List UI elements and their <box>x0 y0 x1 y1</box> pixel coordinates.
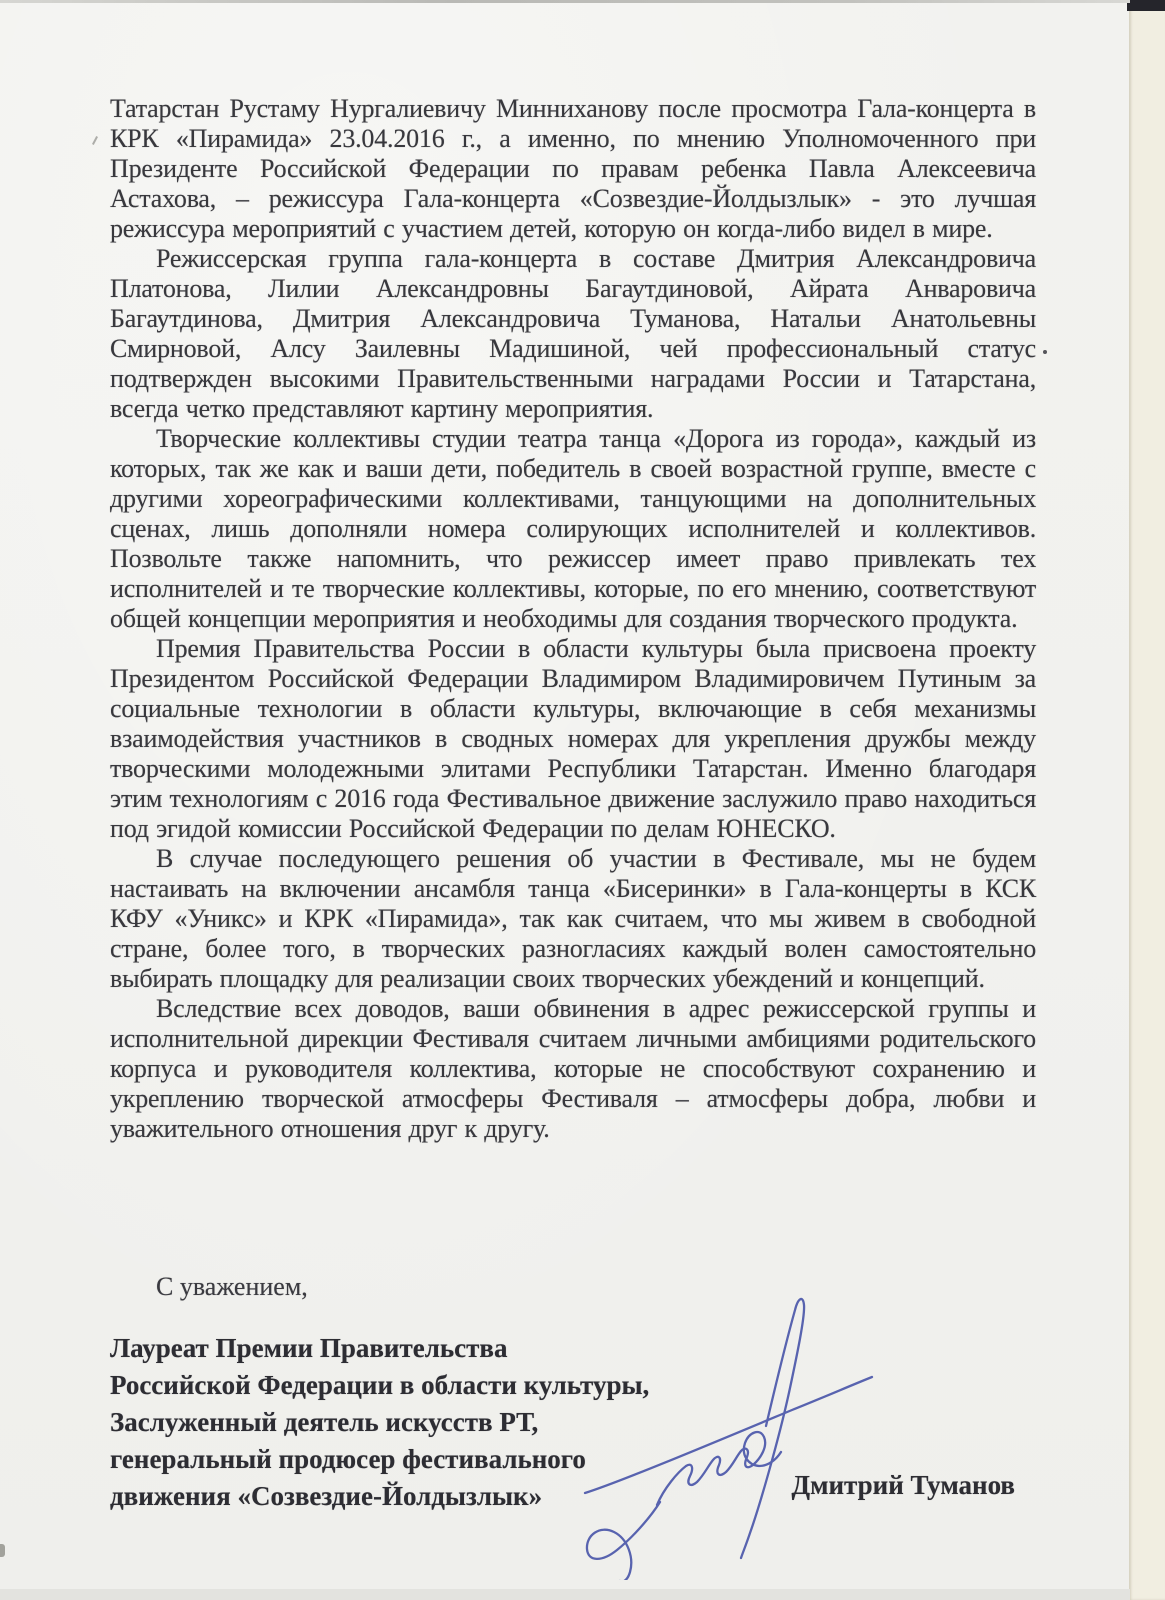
body-paragraph: В случае последующего решения об участии в Фестивале, мы не будем настаивать на включении ансамбля танца «Бисеринки» в Гала-концерты в КСК КФУ «Уникс» и КРК «Пирамида», так как считаем, что мы живем в свободной стране, более того, в творческих разногласиях каждый волен самостоятельно выбирать площадку для реализации своих творческих убеждений и концепций. <box>110 844 1036 993</box>
scan-bottom-edge <box>0 1589 1130 1600</box>
body-paragraph: Премия Правительства России в области культуры была присвоена проекту Президентом Российской Федерации Владимиром Владимировичем Путиным за социальные технологии в области культуры, включающие в себя механизмы взаимодействия участников в сводных номерах для укрепления дружбы между творческими молодежными элитами Республики Татарстан. Именно благодаря этим технологиям с 2016 года Фестивальное движение заслужило право находиться под эгидой комиссии Российской Федерации по делам ЮНЕСКО. <box>110 634 1036 843</box>
body-paragraph: Творческие коллективы студии театра танца «Дорога из города», каждый из которых, так же как и ваши дети, победитель в своей возрастной группе, вместе с другими хореографическими коллективами, танцующими на дополнительных сценах, лишь дополняли номера солирующих исполнителей и коллективов. Позвольте также напомнить, что режиссер имеет право привлекать тех исполнителей и те творческие коллективы, которые, по его мнению, соответствуют общей концепции мероприятия и необходимы для создания творческого продукта. <box>110 424 1036 633</box>
signature-title-line: Лауреат Премии Правительства <box>110 1333 508 1363</box>
signature-title-line: Заслуженный деятель искусств РТ, <box>110 1407 539 1437</box>
letter-body <box>110 94 1036 1144</box>
scan-top-edge <box>0 0 1130 3</box>
scan-backdrop-strip <box>1129 0 1165 1600</box>
scan-left-notch <box>0 1544 5 1557</box>
signature-title-line: движения «Созвездие-Йолдызлык» <box>110 1481 543 1511</box>
closing-salutation: С уважением, <box>156 1272 308 1301</box>
signature-title-line: генеральный продюсер фестивального <box>110 1444 586 1474</box>
signature-title-line: Российской Федерации в области культуры, <box>110 1370 650 1400</box>
signatory-name: Дмитрий Туманов <box>791 1470 1015 1500</box>
handwritten-signature <box>560 1250 900 1580</box>
body-paragraph: Татарстан Рустаму Нургалиевичу Минниханову после просмотра Гала-концерта в КРК «Пирамида» 23.04.2016 г., а именно, по мнению Уполномоченного при Президенте Российской Федерации по правам ребенка Павла Алексеевича Астахова, – режиссура Гала-концерта «Созвездие-Йолдызлык» - это лучшая режиссура мероприятий с участием детей, которую он когда-либо видел в мире. <box>110 94 1036 243</box>
body-paragraph: Вследствие всех доводов, ваши обвинения в адрес режиссерской группы и исполнительной дирекции Фестиваля считаем личными амбициями родительского корпуса и руководителя коллектива, которые не способствуют сохранению и укреплению творческой атмосферы Фестиваля – атмосферы добра, любви и уважительного отношения друг к другу. <box>110 994 1036 1143</box>
scan-speck <box>1043 350 1047 354</box>
scan-speck <box>92 136 98 145</box>
body-paragraph: Режиссерская группа гала-концерта в составе Дмитрия Александровича Платонова, Лилии Александровны Багаутдиновой, Айрата Анваровича Багаутдинова, Дмитрия Александровича Туманова, Натальи Анатольевны Смирновой, Алсу Заилевны Мадишиной, чей профессиональный статус подтвержден высокими Правительственными наградами России и Татарстана, всегда четко представляют картину мероприятия. <box>110 244 1036 423</box>
scan-dark-corner <box>1127 0 1165 11</box>
